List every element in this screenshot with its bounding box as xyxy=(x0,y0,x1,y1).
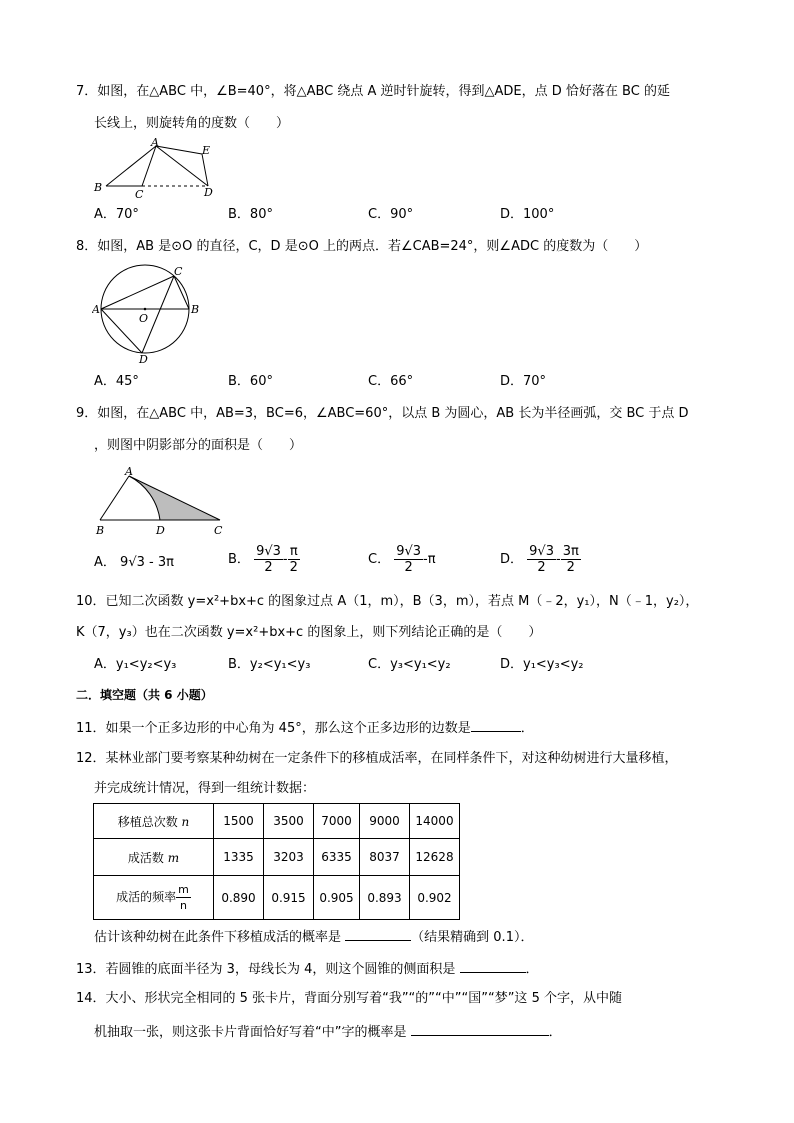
q12-stats-table xyxy=(93,803,460,920)
q9-option-b-num2: π xyxy=(288,544,300,560)
q9-option-d-prefix: D． xyxy=(500,552,524,567)
q7-label-d: D xyxy=(204,186,213,199)
q10-option-c: C．y₃<y₁<y₂ xyxy=(368,657,451,672)
q10-text-line2: K（7，y₃）也在二次函数 y=x²+bx+c 的图象上，则下列结论正确的是（ ） xyxy=(76,625,542,640)
q9-option-b-frac2 xyxy=(288,544,300,575)
q12-text-line1: 某林业部门要考察某种幼树在一定条件下的移植成活率，在同样条件下，对这种幼树进行大量移植， xyxy=(105,751,678,766)
q7-text-line1: 如图，在△ABC 中，∠B=40°，将△ABC 绕点 A 逆时针旋转，得到△ADE，点 D 恰好落在 BC 的延 xyxy=(97,84,670,99)
q14-number: 14． xyxy=(76,991,106,1006)
q14-text-line2: 机抽取一张，则这张卡片背面恰好写着“中”字的概率是 xyxy=(94,1025,407,1040)
table-cell: 0.905 xyxy=(314,876,360,920)
table-cell: 7000 xyxy=(314,804,360,839)
q8-option-c: C．66° xyxy=(368,374,414,389)
table-cell: 0.890 xyxy=(214,876,264,920)
q12-after-post: （结果精确到 0.1）． xyxy=(411,930,534,945)
q9-line1 xyxy=(76,404,689,424)
table-row xyxy=(94,839,460,876)
q13-number: 13． xyxy=(76,962,106,977)
q9-label-c: C xyxy=(214,524,223,536)
q12-row1-var: n xyxy=(181,814,190,829)
q12-row2-label-text: 成活数 xyxy=(127,850,164,865)
table-cell: 1500 xyxy=(214,804,264,839)
q12-row1-label xyxy=(94,804,214,839)
q8-figure xyxy=(92,262,212,364)
q11-line xyxy=(76,717,534,739)
q7-option-c: C．90° xyxy=(368,207,414,222)
q10-option-d: D．y₁<y₃<y₂ xyxy=(500,657,584,672)
table-row xyxy=(94,876,460,920)
q9-option-c-frac1 xyxy=(394,544,423,575)
q9-option-b xyxy=(228,544,300,575)
q7-line1 xyxy=(76,82,670,102)
q8-number: 8． xyxy=(76,239,98,254)
q12-row3-label-text: 成活的频率 xyxy=(116,890,177,904)
q13-text: 若圆锥的底面半径为 3，母线长为 4，则这个圆锥的侧面积是 xyxy=(105,962,456,977)
q12-answer-blank[interactable] xyxy=(345,926,411,941)
q11-number: 11． xyxy=(76,721,106,736)
q9-text-line2: ，则图中阴影部分的面积是（ ） xyxy=(94,438,303,453)
q12-row2-label xyxy=(94,839,214,876)
table-cell: 3203 xyxy=(264,839,314,876)
q9-option-b-prefix: B． xyxy=(228,552,250,567)
q14-text-line1: 大小、形状完全相同的 5 张卡片，背面分别写着“我”“的”“中”“国”“梦”这 5 个字，从中随 xyxy=(105,991,622,1006)
q9-option-d-num1: 9√3 xyxy=(529,544,554,559)
q14-end: ． xyxy=(548,1025,562,1040)
q12-number: 12． xyxy=(76,751,106,766)
q10-option-a: A．y₁<y₂<y₃ xyxy=(94,657,177,672)
q12-after-line xyxy=(94,926,533,948)
table-cell: 1335 xyxy=(214,839,264,876)
q9-option-b-den2: 2 xyxy=(289,560,298,575)
q8-label-o: O xyxy=(139,312,149,325)
q8-line1 xyxy=(76,237,647,257)
q8-label-c: C xyxy=(174,265,183,278)
q9-option-a-prefix: A． xyxy=(94,555,116,570)
q9-label-a: A xyxy=(125,465,133,478)
q8-label-a: A xyxy=(92,303,100,316)
section2-title: 二．填空题（共 6 小题） xyxy=(76,688,213,702)
q14-line1 xyxy=(76,989,622,1009)
q9-option-c-prefix: C． xyxy=(368,552,391,567)
table-cell: 12628 xyxy=(410,839,460,876)
q9-figure xyxy=(92,464,232,536)
q12-after-pre: 估计该种幼树在此条件下移植成活的概率是 xyxy=(94,930,342,945)
q7-label-e: E xyxy=(202,144,211,157)
q13-answer-blank[interactable] xyxy=(460,958,526,973)
q9-option-b-den1: 2 xyxy=(264,560,273,575)
table-cell: 0.915 xyxy=(264,876,314,920)
table-cell: 9000 xyxy=(360,804,410,839)
q12-row3-label xyxy=(94,876,214,920)
q7-label-c: C xyxy=(135,188,144,201)
q9-option-d-minus: - xyxy=(555,552,561,567)
q8-option-a: A．45° xyxy=(94,374,139,389)
q9-option-d-num2: 3π xyxy=(562,544,579,559)
q9-option-d-frac2 xyxy=(561,544,581,575)
table-cell: 8037 xyxy=(360,839,410,876)
q9-option-d-den2: 2 xyxy=(566,560,575,575)
q9-option-c-rest: -π xyxy=(423,552,436,567)
q13-end: ． xyxy=(525,962,539,977)
q12-row3-frac-den: n xyxy=(180,899,187,912)
q12-row1-label-text: 移植总次数 xyxy=(117,814,178,829)
q9-option-b-num1: 9√3 xyxy=(256,544,281,559)
q8-option-b: B．60° xyxy=(228,374,273,389)
table-cell: 0.902 xyxy=(410,876,460,920)
q9-option-d-frac1 xyxy=(527,544,556,575)
q12-line1 xyxy=(76,749,678,769)
q7-label-b: B xyxy=(94,181,103,194)
q7-option-b: B．80° xyxy=(228,207,273,222)
q9-option-c xyxy=(368,544,436,575)
q9-text-line1: 如图，在△ABC 中，AB=3，BC=6，∠ABC=60°，以点 B 为圆心，AB 长为半径画弧，交 BC 于点 D xyxy=(97,406,689,421)
table-cell: 14000 xyxy=(410,804,460,839)
q12-row2-var: m xyxy=(167,850,180,865)
q7-label-a: A xyxy=(151,138,159,149)
q10-option-b: B．y₂<y₁<y₃ xyxy=(228,657,311,672)
table-cell: 3500 xyxy=(264,804,314,839)
table-cell: 6335 xyxy=(314,839,360,876)
q9-option-c-num1: 9√3 xyxy=(396,544,422,559)
q10-line1 xyxy=(76,592,698,612)
q9-option-c-den1: 2 xyxy=(404,560,413,575)
q9-option-d xyxy=(500,544,581,575)
q7-text-line2: 长线上，则旋转角的度数（ ） xyxy=(94,116,290,131)
q9-option-a-expr: 9√3 - 3π xyxy=(120,555,174,570)
q9-label-b: B xyxy=(96,524,105,536)
q9-label-d: D xyxy=(156,524,165,536)
q11-answer-blank[interactable] xyxy=(471,717,521,732)
q11-end: ． xyxy=(520,721,534,736)
q9-option-d-den1: 2 xyxy=(537,560,546,575)
q7-number: 7． xyxy=(76,84,98,99)
q13-line xyxy=(76,958,539,980)
q8-label-b: B xyxy=(191,303,200,316)
q7-option-d: D．100° xyxy=(500,207,555,222)
q12-row3-fraction xyxy=(176,882,191,913)
q14-line2 xyxy=(94,1021,562,1043)
q10-text-line1: 已知二次函数 y=x²+bx+c 的图象过点 A（1，m），B（3，m），若点 M（﹣2，y₁），N（﹣1，y₂）， xyxy=(105,594,699,609)
q11-text: 如果一个正多边形的中心角为 45°，那么这个正多边形的边数是 xyxy=(105,721,471,736)
q9-option-b-frac1 xyxy=(254,544,283,575)
q8-text-line1: 如图，AB 是⊙O 的直径，C，D 是⊙O 上的两点．若∠CAB=24°，则∠ADC 的度数为（ ） xyxy=(97,239,648,254)
q9-number: 9． xyxy=(76,406,98,421)
q12-text-line2: 并完成统计情况，得到一组统计数据： xyxy=(94,781,316,796)
q14-answer-blank[interactable] xyxy=(411,1021,549,1036)
q7-option-a: A．70° xyxy=(94,207,139,222)
table-row xyxy=(94,804,460,839)
q7-figure xyxy=(92,138,222,202)
q8-option-d: D．70° xyxy=(500,374,547,389)
q10-number: 10． xyxy=(76,594,106,609)
q9-option-a xyxy=(94,553,174,573)
q12-row3-frac-num: m xyxy=(178,883,189,896)
table-cell: 0.893 xyxy=(360,876,410,920)
q9-option-b-minus: - xyxy=(282,552,288,567)
q8-label-d: D xyxy=(139,353,148,364)
